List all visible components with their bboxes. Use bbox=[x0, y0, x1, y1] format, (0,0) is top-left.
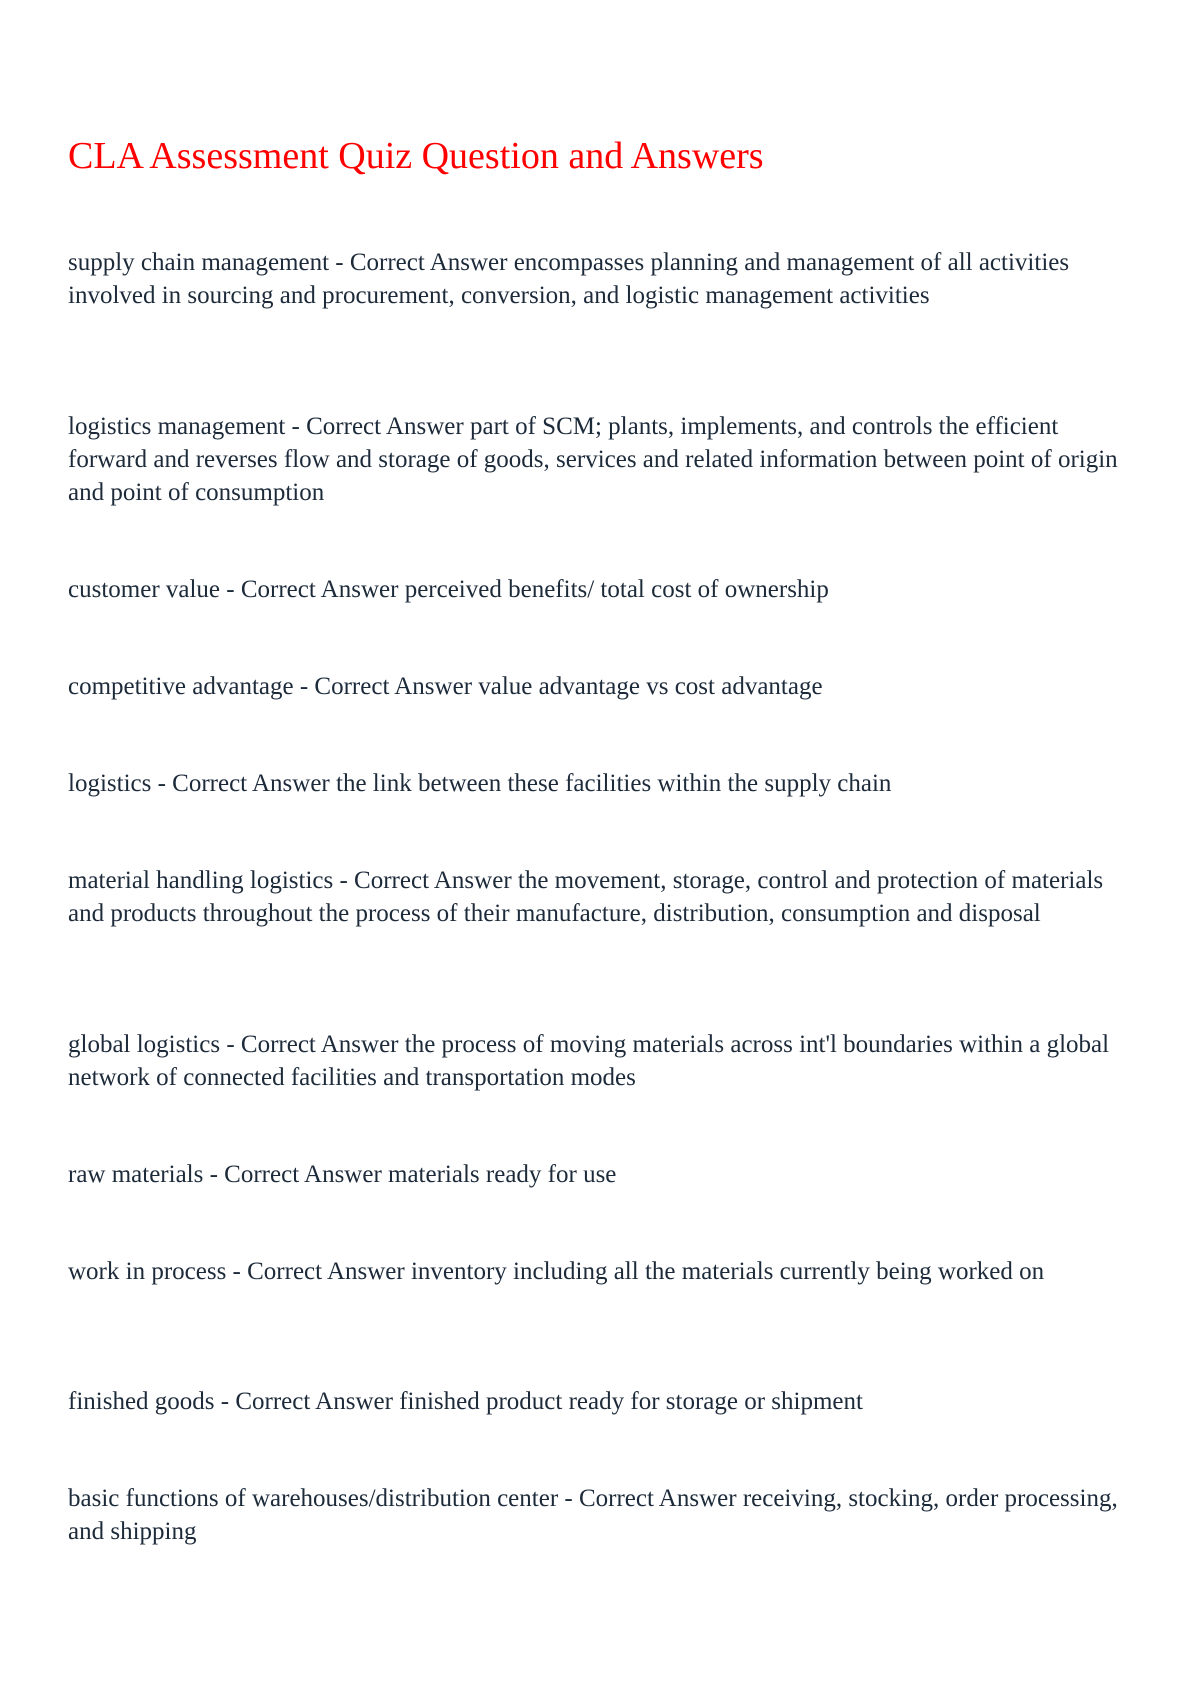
qa-entry-global-logistics: global logistics - Correct Answer the process of moving materials across int'l boundaries within a global network of connected facilities and transportation modes bbox=[68, 1031, 1110, 1091]
page-title: CLA Assessment Quiz Question and Answers bbox=[68, 135, 764, 177]
qa-entry-finished-goods: finished goods - Correct Answer finished product ready for storage or shipment bbox=[68, 1388, 863, 1415]
qa-entry-raw-materials: raw materials - Correct Answer materials ready for use bbox=[68, 1161, 617, 1188]
qa-entry-competitive-advantage: competitive advantage - Correct Answer value advantage vs cost advantage bbox=[68, 673, 823, 700]
qa-entry-logistics: logistics - Correct Answer the link between these facilities within the supply chain bbox=[68, 770, 892, 797]
qa-entry-work-in-process: work in process - Correct Answer inventory including all the materials currently being worked on bbox=[68, 1258, 1045, 1285]
qa-entry-customer-value: customer value - Correct Answer perceived benefits/ total cost of ownership bbox=[68, 576, 829, 603]
qa-entry-material-handling-logistics: material handling logistics - Correct Answer the movement, storage, control and protection of materials and products throughout the process of their manufacture, distribution, consumption and disposal bbox=[68, 867, 1104, 927]
qa-entry-logistics-management: logistics management - Correct Answer part of SCM; plants, implements, and controls the efficient forward and reverses flow and storage of goods, services and related information between point of origin and point of consumption bbox=[68, 413, 1118, 506]
qa-entry-warehouse-functions: basic functions of warehouses/distribution center - Correct Answer receiving, stocking, order processing, and shipping bbox=[68, 1485, 1118, 1545]
qa-entry-supply-chain-management: supply chain management - Correct Answer encompasses planning and management of all activities involved in sourcing and procurement, conversion, and logistic management activities bbox=[68, 249, 1070, 309]
